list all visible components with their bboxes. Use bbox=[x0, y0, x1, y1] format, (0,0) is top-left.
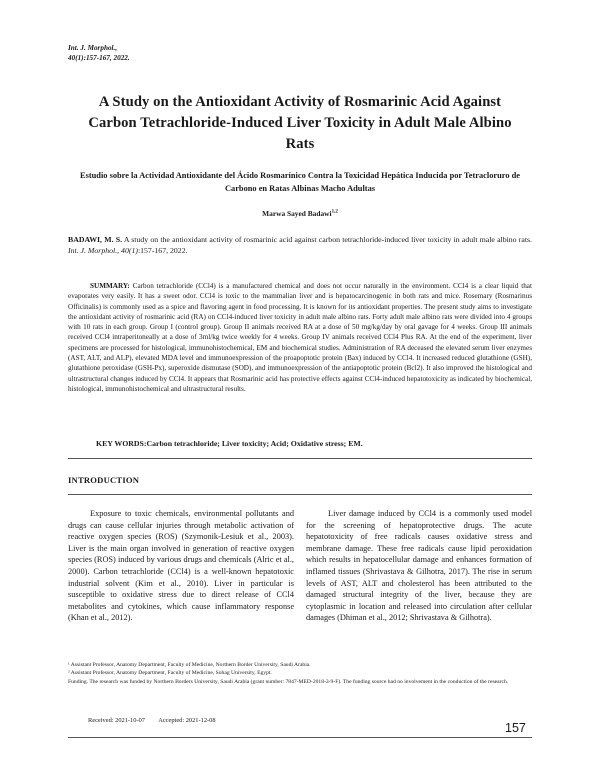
footnote-1: ¹ Assistant Professor, Anatomy Department, Faculty of Medicine, Northern Border University, Saudi Arabia. bbox=[68, 662, 311, 668]
citation-text: A study on the antioxidant activity of rosmarinic acid against carbon tetrachloride-induced liver toxicity in adult male albino rats. bbox=[122, 235, 532, 244]
footnote-2: ² Assistant Professor, Anatomy Department, Faculty of Medicine, Sohag University, Egypt. bbox=[68, 670, 272, 677]
abstract bbox=[68, 281, 532, 394]
body-column-left bbox=[68, 508, 294, 624]
page-number: 157 bbox=[505, 721, 526, 735]
paper-title: A Study on the Antioxidant Activity of Rosmarinic Acid Against Carbon Tetrachloride-Induced Liver Toxicity in Adult Male Albino Rats bbox=[88, 94, 512, 152]
section-heading-introduction: INTRODUCTION bbox=[68, 475, 140, 485]
paragraph-left: Exposure to toxic chemicals, environmental pollutants and drugs can cause cellular injuries through metabolic activation of reactive oxygen species (ROS) (Szymonik-Lesiuk et al., 2003). Liver is the main organ involved in generation of reactive oxygen species (ROS) induced by various drugs and chemicals (Alric et al., 2000). Carbon tetrachloride (CCl4) is a well-known hepatotoxic industrial solvent (Kim et al., 2010). Liver in particular is susceptible to oxidative stress due to direct release of CCl4 metabolites and cytokines, which cause inflammatory response (Khan et al., 2012). bbox=[68, 509, 294, 623]
received-date: Received: 2021-10-07 bbox=[88, 717, 145, 724]
divider-heading bbox=[68, 494, 532, 495]
submission-dates bbox=[88, 717, 228, 724]
author-name: Marwa Sayed Badawi bbox=[262, 209, 332, 218]
abstract-label: SUMMARY: bbox=[90, 282, 130, 290]
abstract-text: Carbon tetrachloride (CCl4) is a manufactured chemical and does not occur naturally in the environment. CCl4 is a clear liquid that evaporates very easily. It has a sweet odor. CCl4 is toxic to the mammalian liver and is hepatocarcinogenic in both rats and mice. Rosemary (Rosmarinus Officinalis) is commonly used as a spice and flavoring agent in food processing. It is known for its antioxidant properties. The present study aims to investigate the antioxidant activity of rosmarinic acid (RA) on CCl4-induced liver toxicity in adult male albino rats. Forty adult male albino rats were divided into 4 groups with 10 rats in each group. Group I (control group). Group II animals received RA at a dose of 50 mg/kg/day by oral gavage for 4 weeks. Group III animals received CCl4 intraperitoneally at a dose of 3ml/kg twice weekly for 4 weeks. Group IV animals received CCl4 Plus RA. At the end of the experiment, liver specimens are processed for histological, immunohistochemical, EM and biochemical studies. Administration of RA deceased the elevated serum liver enzymes (AST, ALT, and ALP), elevated MDA level and immunoexpression of the proapoptotic protein (Bax) induced by CCl4. It increased reduced glutathione (GSH), glutathione peroxidase (GSH-Px), superoxide dismutase (SOD), and immunoexpression of the antiapoptotic protein (Bcl2). It also improved the histological and ultrastructural changes induced by CCl4. It appears that Rosmarinic acid has protective effects against CCl4-induced hepatotoxicity as indicated by biochemical, histological, immunohistochemical and ultrastructural results. bbox=[68, 282, 532, 393]
author-affiliation-marks: 1,2 bbox=[331, 209, 338, 215]
citation bbox=[68, 234, 532, 256]
keywords: KEY WORDS:Carbon tetrachloride; Liver toxicity; Acid; Oxidative stress; EM. bbox=[96, 439, 363, 448]
footnote-funding: Funding. The research was funded by Northern Borders University, Saudi Arabia (grant number: 7847-MED-2018-3-9-F). The funding source had no involvement in the conduction of the research. bbox=[68, 678, 509, 685]
paper-subtitle-spanish: Estudio sobre la Actividad Antioxidante del Ácido Rosmarínico Contra la Toxicidad Hepática Inducida por Tetracloruro de Carbono en Ratas Albinas Macho Adultas bbox=[80, 171, 520, 193]
paragraph-right: Liver damage induced by CCl4 is a commonly used model for the screening of hepatoprotective drugs. The acute hepatotoxicity of free radicals causes oxidative stress and membrane damage. These free radicals cause lipid peroxidation which results in hepatocellular damage and enhances formation of inflamed tissues (Shrivastava & Gilhotra, 2017). The rise in serum levels of AST, ALT and cholesterol has been attributed to the damaged structural integrity of the liver, because they are cytoplasmic in location and released into circulation after cellular damages (Dhiman et al., 2012; Shrivastava & Gilhotra). bbox=[306, 509, 532, 623]
body-column-right bbox=[306, 508, 532, 624]
divider-bottom bbox=[68, 737, 532, 738]
journal-name: Int. J. Morphol., bbox=[68, 44, 118, 52]
journal-volume: 40(1):157-167, 2022. bbox=[68, 54, 130, 62]
citation-author: BADAWI, M. S. bbox=[68, 235, 123, 244]
citation-pages: :157-167, 2022. bbox=[137, 246, 188, 256]
journal-reference bbox=[68, 43, 130, 63]
citation-source: Int. J. Morphol., 40(1) bbox=[68, 246, 138, 256]
divider-top bbox=[68, 458, 532, 459]
author-line bbox=[70, 209, 530, 218]
accepted-date: Accepted: 2021-12-08 bbox=[158, 717, 216, 724]
footnotes bbox=[68, 661, 532, 686]
